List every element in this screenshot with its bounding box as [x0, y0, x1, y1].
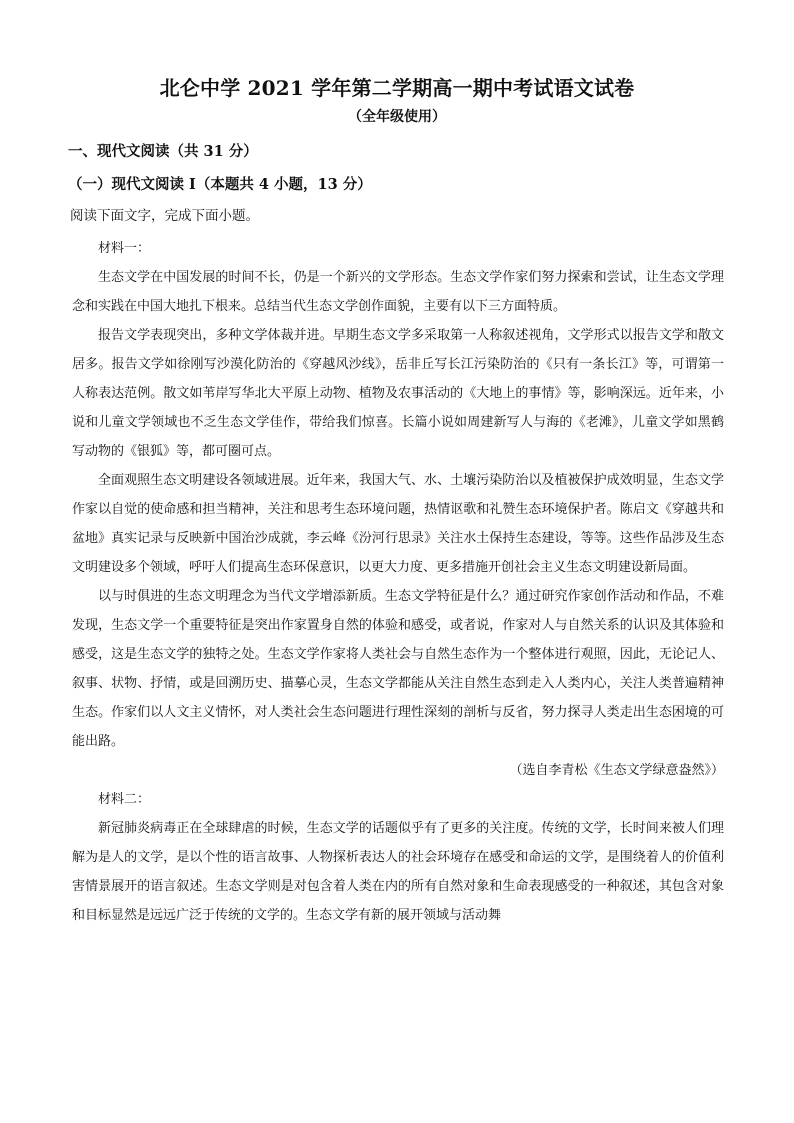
material-one-source: （选自李青松《生态文学绿意盎然》）: [509, 763, 724, 778]
material-two-label: 材料二：: [98, 792, 151, 807]
material-one-paragraph: 以与时俱进的生态文明理念为当代文学增添新质。生态文学特征是什么？通过研究作家创作活动和作品，不难发现，生态文学一个重要特征是突出作家置身自然的体验和感受，或者说，作家对人与自然关系的认识及其体验和感受，这是生态文学的独特之处。生态文学作家将人类社会与自然生态作为一个整体进行观照，因此，无论记人、叙事、状物、抒情，或是回溯历史、描摹心灵，生态文学都能从关注自然生态到走入人类内心，关注人类普遍精神生态。作家们以人文主义情怀，对人类社会生态问题进行理性深刻的剖析与反省，努力探寻人类走出生态困境的可能出路。: [72, 589, 724, 749]
material-two-paragraph: 新冠肺炎病毒正在全球肆虐的时候，生态文学的话题似乎有了更多的关注度。传统的文学，长时间来被人们理解为是人的文学，是以个性的语言故事、人物探析表达人的社会环境存在感受和命运的文学，是围绕着人的价值利害情景展开的语言叙述。生态文学则是对包含着人类在内的所有自然对象和生命表现感受的一种叙述，其包含对象和目标显然是远远广泛于传统的文学的。生态文学有新的展开领域与活动舞: [72, 821, 724, 923]
reading-passage: [72, 234, 724, 930]
material-one-paragraph: 报告文学表现突出，多种文学体裁并进。早期生态文学多采取第一人称叙述视角，文学形式以报告文学和散文居多。报告文学如徐刚写沙漠化防治的《穿越风沙线》，岳非丘写长江污染防治的《只有一条长江》等，可谓第一人称表达范例。散文如苇岸写华北大平原上动物、植物及农事活动的《大地上的事情》等，影响深远。近年来，小说和儿童文学领域也不乏生态文学佳作，带给我们惊喜。长篇小说如周建新写人与海的《老滩》，儿童文学如黑鹤写动物的《银狐》等，都可圈可点。: [72, 328, 724, 459]
subsection-heading: （一）现代文阅读 I（本题共 4 小题，13 分）: [68, 176, 372, 193]
material-one-label: 材料一：: [98, 241, 151, 256]
material-one-paragraph: 生态文学在中国发展的时间不长，仍是一个新兴的文学形态。生态文学作家们努力探索和尝试，让生态文学理念和实践在中国大地扎下根来。总结当代生态文学创作面貌，主要有以下三方面特质。: [72, 270, 724, 314]
exam-title: 北仑中学 2021 学年第二学期高一期中考试语文试卷: [159, 76, 635, 100]
exam-subtitle: （全年级使用）: [348, 109, 446, 125]
reading-instruction: 阅读下面文字，完成下面小题。: [70, 208, 259, 224]
section-heading: 一、现代文阅读（共 31 分）: [68, 143, 258, 160]
material-one-paragraph: 全面观照生态文明建设各领域进展。近年来，我国大气、水、土壤污染防治以及植被保护成效明显，生态文学作家以自觉的使命感和担当精神，关注和思考生态环境问题，热情讴歌和礼赞生态环境保护者。陈启文《穿越共和盆地》真实记录与反映新中国治沙成就，李云峰《汾河行思录》关注水土保持生态建设，等等。这些作品涉及生态文明建设多个领域，呼吁人们提高生态环保意识，以更大力度、更多措施开创社会主义生态文明建设新局面。: [72, 473, 724, 575]
